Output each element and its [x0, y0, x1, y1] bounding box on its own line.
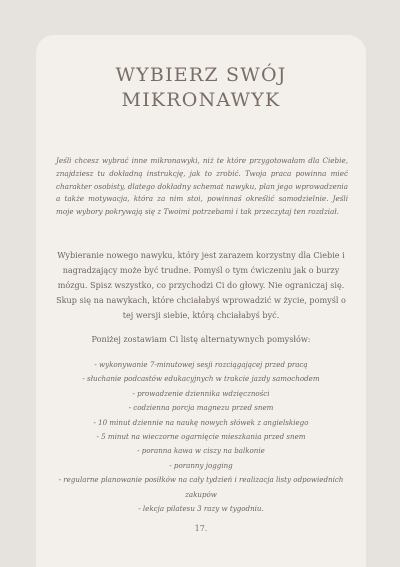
list-item: - lekcja pilatesu 3 razy w tygodniu.: [138, 504, 264, 514]
list-item: - prowadzenie dziennika wdzięczności: [132, 388, 270, 398]
page-number: 17.: [194, 524, 208, 533]
list-item: - poranny jogging: [169, 460, 233, 470]
list-item: - słuchanie podcastów edukacyjnych w trakcie jazdy samochodem: [82, 374, 320, 384]
list-heading: Poniżej zostawiam Ci listę alternatywnych pomysłów:: [91, 334, 311, 344]
page-title-line-1: WYBIERZ SWÓJ: [115, 64, 287, 86]
ideas-list: [58, 358, 344, 516]
list-item: - 5 minut na wieczorne ogarnięcie mieszkania przed snem: [96, 432, 306, 442]
list-item: - poranna kawa w ciszy na balkonie: [137, 446, 265, 456]
list-item: - regularne planowanie posiłków na cały tydzień i realizacja listy odpowiednich zakupów: [58, 475, 344, 499]
body-paragraph: Wybieranie nowego nawyku, który jest zarazem korzystny dla Ciebie i nagradzający może być trudne. Pomyśl o tym ćwiczeniu jak o burzy mózgu. Spisz wszystko, co przychodzi Ci do głowy. Nie ograniczaj się. Skup się na nawykach, które chciałabyś wprowadzić w życie, pomyśl o tej wersji siebie, którą chciałabyś być.: [56, 250, 346, 320]
list-item: - wykonywanie 7-minutowej sesji rozciągającej przed pracą: [94, 360, 308, 369]
intro-paragraph: Jeśli chcesz wybrać inne mikronawyki, niż te które przygotowałam dla Ciebie, znajdziesz tu dokładną instrukcję, jak to zrobić. Twoja praca powinna mieć charakter osobisty, dlatego dokładny schemat nawyku, plan jego wprowadzenia a także motywacja, która za nim stoi, powinnaś określić samodzielnie. Jeśli moje wybory pokrywają się z Twoimi potrzebami i tak przeczytaj ten rozdział.: [56, 156, 348, 217]
document-page: [36, 35, 366, 567]
list-item: - codzienna porcja magnezu przed snem: [128, 403, 274, 413]
list-item: - 10 minut dziennie na naukę nowych słówek z angielskiego: [93, 417, 309, 427]
page-title: [36, 63, 366, 113]
page-title-line-2: MIKRONAWYK: [121, 89, 281, 111]
